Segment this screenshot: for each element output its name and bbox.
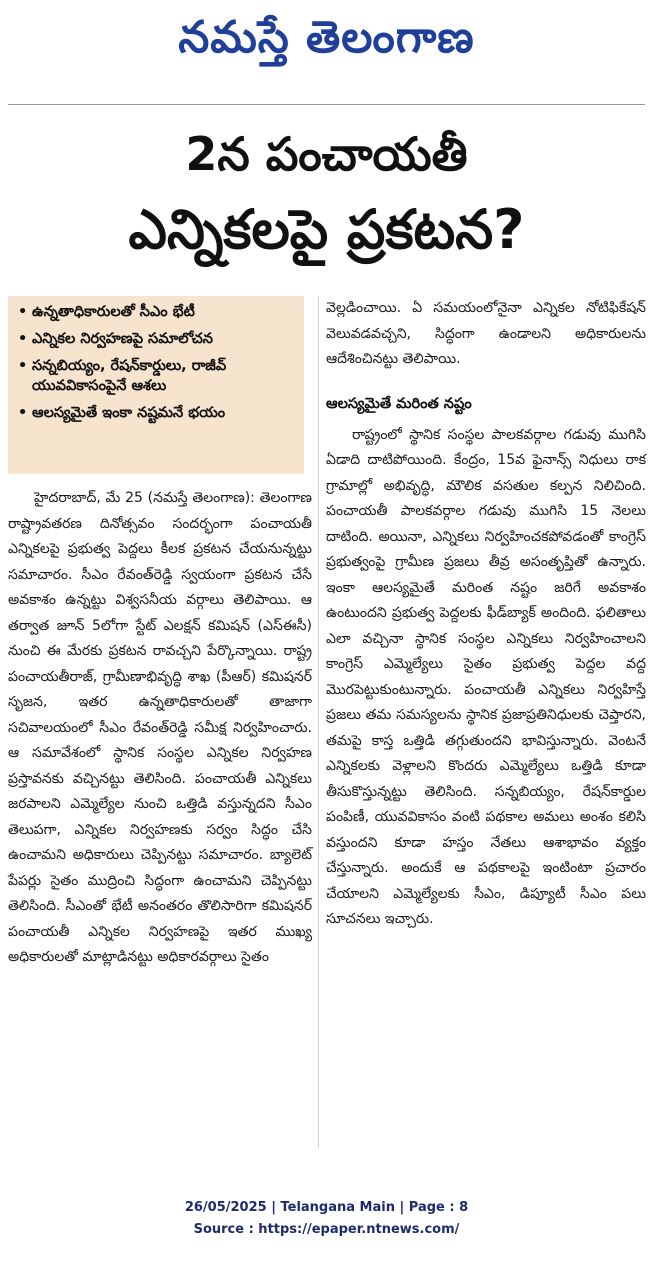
highlight-item: [16, 302, 298, 322]
article-paragraph: హైదరాబాద్, మే 25 (నమస్తే తెలంగాణ): తెలంగాణ రాష్ట్రావతరణ దినోత్సవం సందర్భంగా పంచాయతీ ఎన్నికలపై ప్రభుత్వ పెద్దలు కీలక ప్రకటన చేయనున్నట్టు సమాచారం. సీఎం రేవంత్‌రెడ్డి స్వయంగా ప్రకటన చేసే అవకాశం ఉన్నట్టు విశ్వసనీయ వర్గాలు తెలిపాయి. ఆ తర్వాత జూన్ 5లోగా స్టేట్ ఎలక్షన్ కమిషన్ (ఎస్ఈసీ) నుంచి ఈ మేరకు ప్రకటన రావచ్చని పేర్కొన్నాయి. రాష్ట్ర పంచాయతీరాజ్, గ్రామీణాభివృద్ధి శాఖ (పీఆర్) కమిషనర్ సృజన, ఇతర ఉన్నతాధికారులతో తాజాగా సచివాలయంలో సీఎం రేవంత్‌రెడ్డి సమీక్ష నిర్వహించారు. ఆ సమావేశంలో స్థానిక సంస్థల ఎన్నికల నిర్వహణ ప్రస్తావనకు వచ్చినట్టు తెలిసింది. పంచాయతీ ఎన్నికలు జరపాలని ఎమ్మెల్యేల నుంచి ఒత్తిడి వస్తున్నదని సీఎం తెలుపగా, ఎన్నికల నిర్వహణకు సర్వం సిద్ధం చేసి ఉంచామని అధికారులు చెప్పినట్టు సమాచారం. బ్యాలెట్ పేపర్లు సైతం ముద్రించి సిద్ధంగా ఉంచామని చెప్పినట్టు తెలిసింది. సీఎంతో భేటీ అనంతరం తొలిసారిగా కమిషనర్ పంచాయతీ ఎన్నికల నిర్వహణపై ఇతర ముఖ్య అధికారులతో మాట్లాడినట్టు అధికారవర్గాలు సైతం: [8, 490, 312, 965]
highlight-text: ఆలస్యమైతే ఇంకా నష్టమనే భయం: [32, 405, 226, 421]
highlight-text: సన్నబియ్యం, రేషన్‌కార్డులు, రాజీవ్ యువవికాసంపైనే ఆశలు: [32, 358, 227, 394]
highlight-text: ఎన్నికల నిర్వహణపై సమాలోచన: [32, 331, 213, 347]
bullet-dot-icon: •: [18, 358, 28, 374]
article-paragraph: వెల్లడించాయి. ఏ సమయంలోనైనా ఎన్నికల నోటిఫికేషన్ వెలువడవచ్చని, సిద్ధంగా ఉండాలని అధికారులను ఆదేశించినట్టు తెలిపాయి.: [326, 300, 646, 367]
footer-edition-info: 26/05/2025 | Telangana Main | Page : 8: [184, 1200, 469, 1215]
headline-line-1: 2న పంచాయతీ: [185, 127, 468, 181]
highlight-text: ఉన్నతాధికారులతో సీఎం భేటీ: [32, 304, 195, 320]
bullet-dot-icon: •: [18, 405, 28, 421]
footer-source-link[interactable]: Source : https://epaper.ntnews.com/: [193, 1222, 460, 1237]
bullet-dot-icon: •: [18, 331, 28, 347]
headline-line-2: ఎన్నికలపై ప్రకటన?: [128, 198, 525, 261]
column-divider: [318, 296, 319, 1148]
highlight-item: [16, 403, 298, 423]
article-left-column: [8, 486, 312, 971]
article-right-column: [326, 296, 646, 933]
bullet-dot-icon: •: [18, 304, 28, 320]
article-paragraph: రాష్ట్రంలో స్థానిక సంస్థల పాలకవర్గాల గడువు ముగిసి ఏడాది దాటిపోయింది. కేంద్రం, 15వ ఫైనాన్స్ నిధులు రాక గ్రామాల్లో అభివృద్ధి, మౌలిక వసతుల కల్పన నిలిచింది. పంచాయతీ పాలకవర్గాల గడువు ముగిసి 15 నెలలు దాటింది. అయినా, ఎన్నికలు నిర్వహించకపోవడంతో కాంగ్రెస్ ప్రభుత్వంపై గ్రామీణ ప్రజలు తీవ్ర అసంతృప్తితో ఉన్నారు. ఇంకా ఆలస్యమైతే మరింత నష్టం జరిగే అవకాశం ఉంటుందని ప్రభుత్వ పెద్దలకు ఫీడ్‌బ్యాక్ అందింది. ఫలితాలు ఎలా వచ్చినా స్థానిక సంస్థల ఎన్నికలు నిర్వహించాలని కాంగ్రెస్ ఎమ్మెల్యేలు సైతం ప్రభుత్వ పెద్దల వద్ద మొరపెట్టుకుంటున్నారు. పంచాయతీ ఎన్నికలు నిర్వహిస్తే ప్రజలు తమ సమస్యలను స్థానిక ప్రజాప్రతినిధులకు చెప్తారని, తమపై కాస్త ఒత్తిడి తగ్గుతుందని భావిస్తున్నారు. వెంటనే ఎన్నికలకు వెళ్లాలని కొందరు ఎమ్మెల్యేలు ఒత్తిడి కూడా తీసుకొస్తున్నట్టు తెలిసింది. సన్నబియ్యం, రేషన్‌కార్డుల పంపిణీ, యువవికాసం వంటి పథకాల అమలు అంశం కలిసి వస్తుందని కూడా హస్తం నేతలు ఆశాభావం వ్యక్తం చేస్తున్నారు. అందుకే ఆ పథకాలపై ఇంటింటా ప్రచారం చేయాలని ఎమ్మెల్యేలకు సీఎం, డిప్యూటీ సీఎం పలు సూచనలు ఇచ్చారు.: [326, 426, 646, 927]
highlight-item: [16, 356, 298, 396]
masthead-logo: నమస్తే తెలంగాణ: [178, 12, 475, 63]
highlight-item: [16, 329, 298, 349]
masthead-divider: [8, 104, 645, 105]
article-subheading: ఆలస్యమైతే మరింత నష్టం: [326, 395, 472, 412]
highlights-box: [8, 296, 304, 474]
